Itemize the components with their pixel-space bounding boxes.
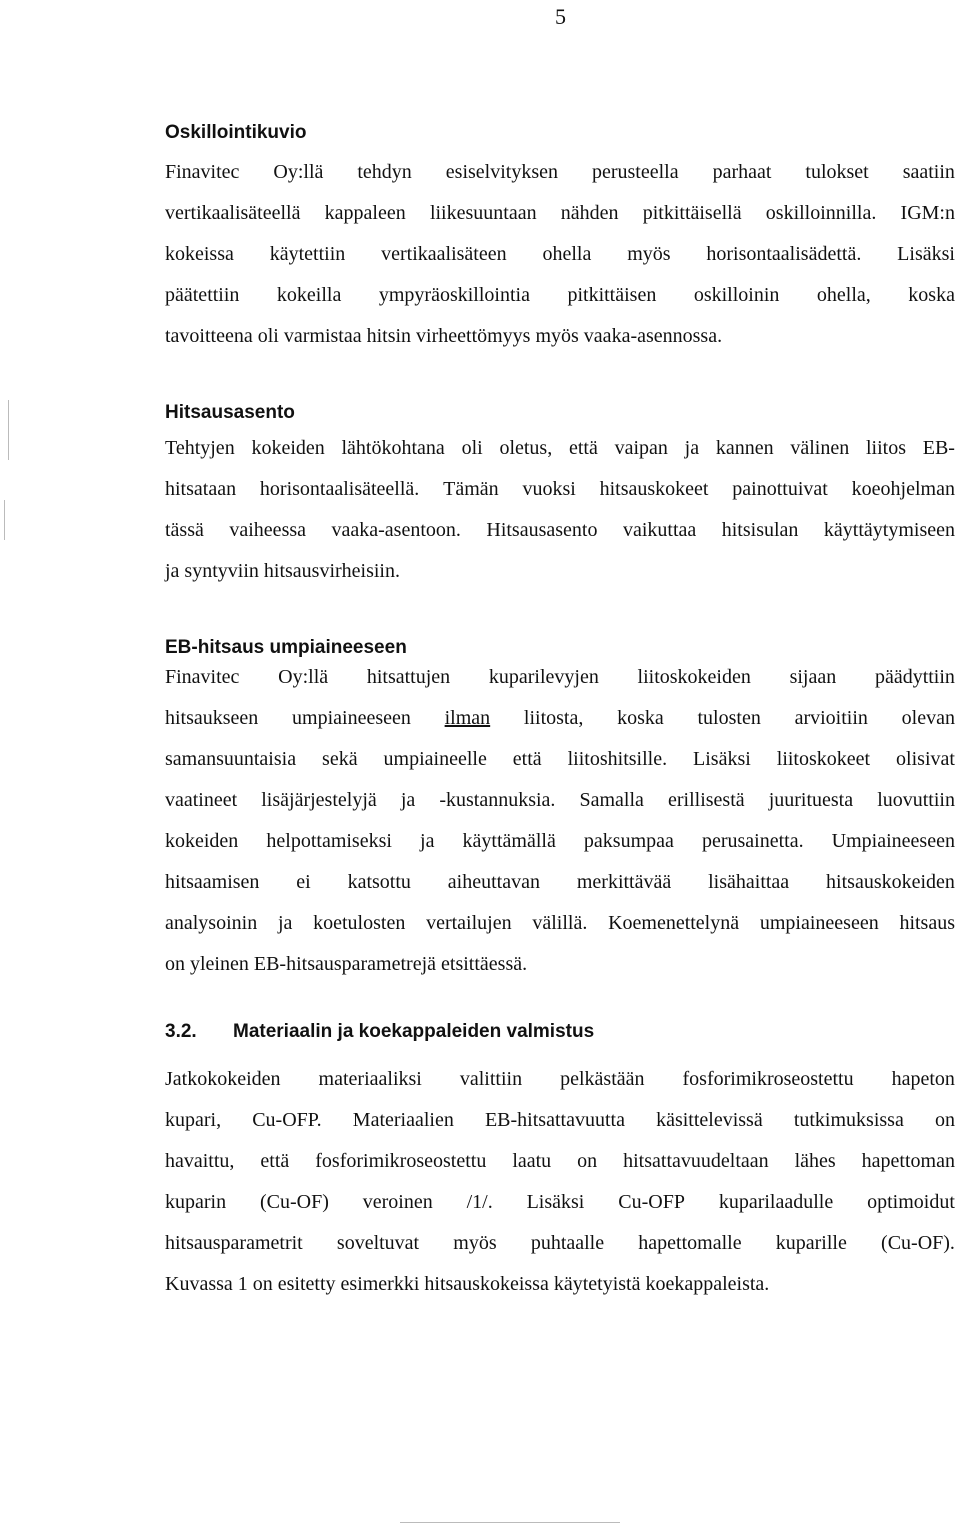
word: Cu-OFP: [618, 1191, 685, 1213]
word: luovuttiin: [877, 789, 955, 811]
word: tulosten: [697, 707, 761, 729]
word: EB-: [922, 437, 955, 459]
word: veroinen: [362, 1191, 433, 1213]
word: että: [512, 748, 542, 770]
word: hitsisulan: [721, 519, 799, 541]
word: Lisäksi: [526, 1191, 585, 1213]
word: Cu-OFP.: [252, 1109, 322, 1131]
word: EB-hitsattavuutta: [484, 1109, 625, 1131]
text-line: [165, 1150, 955, 1180]
word: päätettiin: [165, 284, 240, 306]
word: hapettomalle: [638, 1232, 742, 1254]
text-line: [165, 789, 955, 819]
word: oskilloinin: [693, 284, 780, 306]
word: samansuuntaisia: [165, 748, 297, 770]
word: hitsauskokeet: [599, 478, 709, 500]
text-line: [165, 519, 955, 549]
word: Umpiaineeseen: [831, 830, 955, 852]
word: kuparille: [775, 1232, 847, 1254]
word: analysoinin: [165, 912, 258, 934]
word: tulokset: [805, 161, 869, 183]
word: erillisestä: [667, 789, 745, 811]
word: paksumpaa: [583, 830, 674, 852]
word: liitosta,: [523, 707, 584, 729]
text-line: [165, 478, 955, 508]
word: koeohjelman: [851, 478, 955, 500]
paragraph: [165, 666, 955, 983]
word: koska: [617, 707, 664, 729]
text-line: [165, 1068, 955, 1098]
word: painottuivat: [732, 478, 828, 500]
section-title: Materiaalin ja koekappaleiden valmistus: [233, 1021, 595, 1042]
word: on: [577, 1150, 598, 1172]
word: Jatkokokeiden: [165, 1068, 281, 1090]
word: ja: [420, 830, 435, 852]
word: juurituesta: [768, 789, 854, 811]
word: (Cu-OF).: [881, 1232, 955, 1254]
word: koska: [908, 284, 955, 306]
word: esiselvityksen: [445, 161, 558, 183]
word: vaipan: [614, 437, 668, 459]
section-heading: [165, 1020, 955, 1044]
word: parhaat: [712, 161, 772, 183]
word: ohella: [542, 243, 592, 265]
word: optimoidut: [867, 1191, 955, 1213]
word: Materiaalien: [352, 1109, 454, 1131]
word: käsittelevissä: [656, 1109, 763, 1131]
word: -kustannuksia.: [439, 789, 556, 811]
word: tehdyn: [357, 161, 412, 183]
text-line: [165, 1191, 955, 1221]
word: olevan: [901, 707, 955, 729]
word: pelkästään: [560, 1068, 645, 1090]
word: vertikaalisäteellä: [165, 202, 301, 224]
word: kokeiden: [165, 830, 239, 852]
word: ilman: [444, 707, 491, 729]
word: helpottamiseksi: [266, 830, 392, 852]
text-line: [165, 912, 955, 942]
word: vuoksi: [522, 478, 576, 500]
word: Oy:llä: [273, 161, 324, 183]
text-line: [165, 707, 955, 737]
word: liikesuuntaan: [429, 202, 537, 224]
word: kokeissa: [165, 243, 234, 265]
text-line: [165, 437, 955, 467]
word: vertailujen: [426, 912, 512, 934]
word: umpiaineeseen: [292, 707, 411, 729]
word: ja: [684, 437, 700, 459]
section-heading: Hitsausasento: [165, 402, 295, 423]
text-line: [165, 1109, 955, 1139]
scan-edge-mark: [8, 400, 9, 460]
word: soveltuvat: [336, 1232, 420, 1254]
word: merkittävää: [576, 871, 672, 893]
paragraph: [165, 161, 955, 355]
word: käyttäytymiseen: [823, 519, 955, 541]
word: Koemenettelynä: [608, 912, 740, 934]
word: kupari,: [165, 1109, 222, 1131]
word: käytettiin: [269, 243, 346, 265]
word: nähden: [560, 202, 619, 224]
word: hitsaukseen: [165, 707, 259, 729]
word: Finavitec: [165, 161, 240, 183]
word: Samalla: [579, 789, 644, 811]
word: laatu: [512, 1150, 552, 1172]
word: aiheuttavan: [447, 871, 540, 893]
word: liitoshitsille.: [567, 748, 668, 770]
word: Tehtyjen: [165, 437, 235, 459]
word: vaaka-asentoon.: [331, 519, 461, 541]
word: hitsausparametrit: [165, 1232, 303, 1254]
word: kokeilla: [276, 284, 342, 306]
word: Oy:llä: [278, 666, 329, 688]
text-line: [165, 243, 955, 273]
word: oletus,: [499, 437, 553, 459]
word: hapettoman: [861, 1150, 955, 1172]
word: oskilloinnilla.: [765, 202, 877, 224]
text-line: [165, 161, 955, 191]
word: ympyräoskillointia: [378, 284, 530, 306]
word: /1/.: [466, 1191, 493, 1213]
word: vertikaalisäteen: [381, 243, 507, 265]
word: päädyttiin: [874, 666, 955, 688]
word: sekä: [322, 748, 358, 770]
word: käyttämällä: [462, 830, 556, 852]
word: liitoskokeiden: [637, 666, 751, 688]
section-heading: Oskillointikuvio: [165, 122, 307, 143]
text-line: [165, 830, 955, 860]
section-heading: EB-hitsaus umpiaineeseen: [165, 637, 407, 658]
word: horisontaalisäteellä.: [259, 478, 420, 500]
text-line: [165, 284, 955, 314]
word: lisäjärjestelyjä: [261, 789, 377, 811]
word: että: [260, 1150, 290, 1172]
word: perusteella: [591, 161, 679, 183]
word: tässä: [165, 519, 204, 541]
word: Lisäksi: [897, 243, 955, 265]
word: on: [934, 1109, 955, 1131]
word: kappaleen: [324, 202, 406, 224]
word: ei: [296, 871, 311, 893]
word: oli: [461, 437, 483, 459]
word: vaatineet: [165, 789, 238, 811]
word: pitkittäisen: [567, 284, 657, 306]
word: että: [568, 437, 598, 459]
section-hitsausasento: [165, 401, 955, 590]
word: sijaan: [789, 666, 837, 688]
word: olisivat: [896, 748, 955, 770]
section-eb-hitsaus-umpiaineeseen: [165, 636, 955, 983]
word: kuparilaadulle: [718, 1191, 834, 1213]
word: pitkittäisellä: [642, 202, 742, 224]
text-line: ja syntyviin hitsausvirheisiin.: [165, 560, 400, 582]
word: hitsaus: [899, 912, 955, 934]
word: puhtaalle: [530, 1232, 605, 1254]
text-line: [165, 748, 955, 778]
section-oskillointikuvio: [165, 121, 955, 355]
word: Hitsausasento: [486, 519, 598, 541]
word: liitos: [865, 437, 906, 459]
word: materiaaliksi: [318, 1068, 422, 1090]
word: fosforimikroseostettu: [315, 1150, 487, 1172]
paragraph: [165, 437, 955, 590]
word: koetulosten: [313, 912, 406, 934]
word: kokeiden: [251, 437, 325, 459]
section-materiaalin-valmistus: [165, 1020, 955, 1303]
word: myös: [453, 1232, 497, 1254]
word: horisontaalisädettä.: [706, 243, 862, 265]
text-line: Kuvassa 1 on esitetty esimerkki hitsauskokeissa käytetyistä koekappaleista.: [165, 1273, 770, 1295]
text-line: [165, 871, 955, 901]
word: hitsataan: [165, 478, 237, 500]
page-number: 5: [555, 4, 566, 29]
word: Finavitec: [165, 666, 240, 688]
word: välillä.: [532, 912, 588, 934]
word: liitoskokeet: [776, 748, 871, 770]
word: hitsauskokeiden: [826, 871, 955, 893]
word: IGM:n: [900, 202, 955, 224]
word: hapeton: [891, 1068, 955, 1090]
word: Lisäksi: [693, 748, 751, 770]
word: fosforimikroseostettu: [682, 1068, 854, 1090]
word: ja: [277, 912, 293, 934]
word: lähtökohtana: [341, 437, 445, 459]
word: myös: [627, 243, 671, 265]
word: hitsattavuudeltaan: [623, 1150, 769, 1172]
word: kannen: [715, 437, 774, 459]
word: vaikuttaa: [622, 519, 697, 541]
text-line: [165, 202, 955, 232]
word: ja: [400, 789, 416, 811]
word: ohella,: [816, 284, 871, 306]
word: perusainetta.: [701, 830, 804, 852]
word: hitsaamisen: [165, 871, 260, 893]
word: lisähaittaa: [708, 871, 790, 893]
word: umpiaineelle: [383, 748, 487, 770]
word: umpiaineeseen: [759, 912, 879, 934]
text-line: [165, 666, 955, 696]
word: (Cu-OF): [259, 1191, 329, 1213]
word: havaittu,: [165, 1150, 235, 1172]
word: valittiin: [459, 1068, 523, 1090]
word: vaiheessa: [229, 519, 307, 541]
text-line: [165, 1232, 955, 1262]
word: hitsattujen: [366, 666, 451, 688]
word: kuparin: [165, 1191, 227, 1213]
scan-edge-mark: [4, 500, 5, 540]
word: välinen: [790, 437, 850, 459]
word: saatiin: [902, 161, 955, 183]
word: katsottu: [347, 871, 411, 893]
section-number: 3.2.: [165, 1021, 197, 1042]
word: kuparilevyjen: [488, 666, 599, 688]
paragraph: [165, 1068, 955, 1303]
word: tutkimuksissa: [793, 1109, 904, 1131]
text-line: on yleinen EB-hitsausparametrejä etsittäessä.: [165, 953, 528, 975]
word: lähes: [794, 1150, 836, 1172]
scan-footer-mark: [400, 1522, 620, 1523]
text-line: tavoitteena oli varmistaa hitsin virheettömyys myös vaaka-asennossa.: [165, 325, 723, 347]
word: arvioitiin: [794, 707, 868, 729]
word: Tämän: [443, 478, 499, 500]
